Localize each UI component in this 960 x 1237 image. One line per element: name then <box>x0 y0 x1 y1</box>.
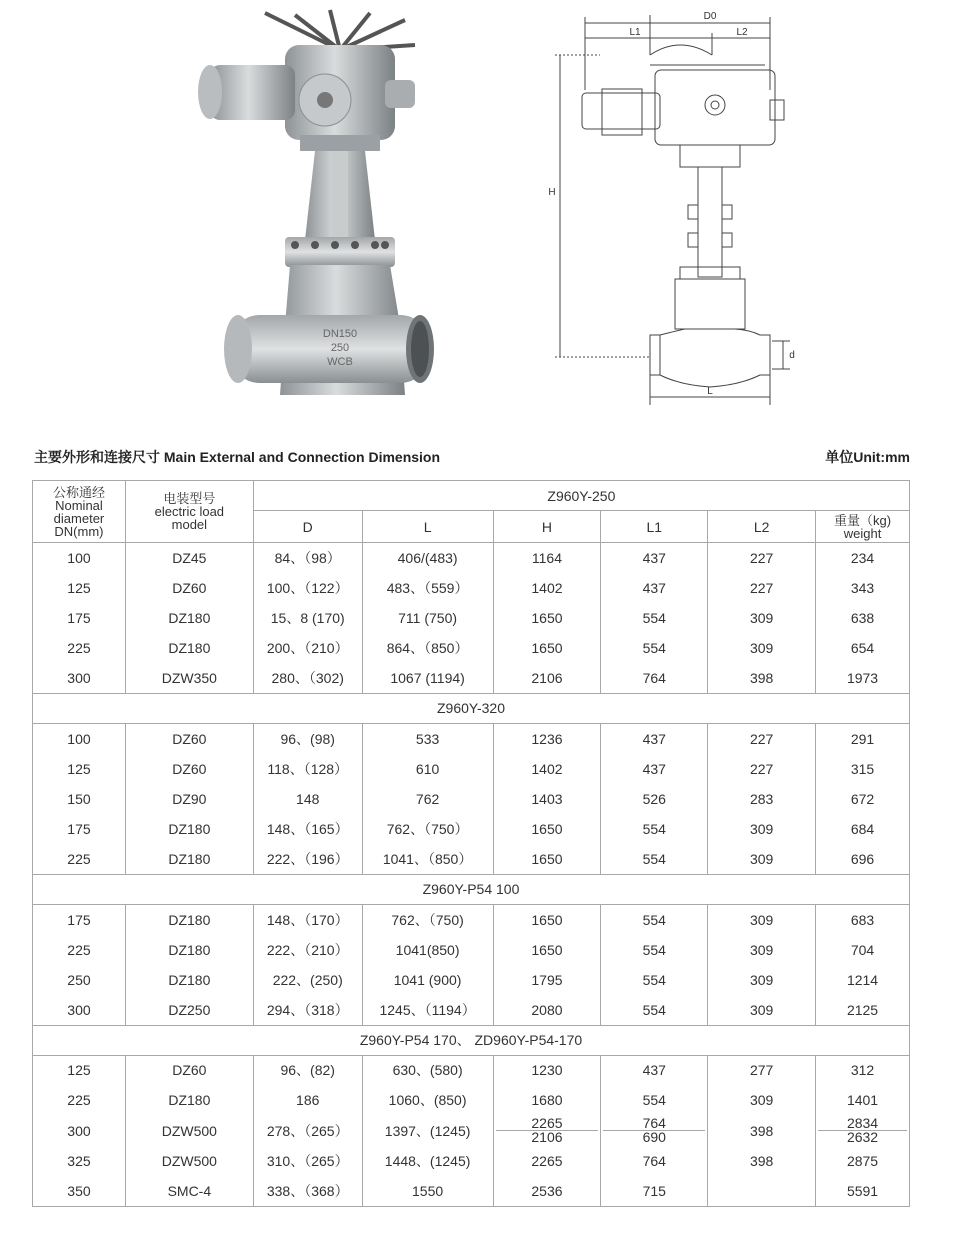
table-cell <box>708 1176 816 1206</box>
table-cell: 1401 <box>816 1085 910 1115</box>
header-col-l: L <box>362 511 493 543</box>
table-cell: 1397、(1245) <box>362 1116 493 1146</box>
label-l2: L2 <box>736 27 748 38</box>
table-cell: 683 <box>816 904 910 934</box>
table-cell: 764 <box>601 663 708 693</box>
table-cell: 762、（750) <box>362 904 493 934</box>
table-cell: 1650 <box>493 904 601 934</box>
table-cell: 225 <box>33 844 126 874</box>
table-cell: 638 <box>816 603 910 633</box>
table-cell: 696 <box>816 844 910 874</box>
table-cell: 225 <box>33 633 126 663</box>
table-cell: 100、（122） <box>253 573 362 603</box>
table-cell: DZ45 <box>125 543 253 573</box>
table-cell: 234 <box>816 543 910 573</box>
table-cell: DZ60 <box>125 1055 253 1085</box>
table-cell: 96、(82) <box>253 1055 362 1085</box>
table-cell: 291 <box>816 723 910 753</box>
table-cell: 2536 <box>493 1176 601 1206</box>
section-title-row <box>33 874 910 904</box>
table-cell: 554 <box>601 1085 708 1115</box>
table-cell: 1550 <box>362 1176 493 1206</box>
table-cell: 398 <box>708 1116 816 1146</box>
table-cell: DZ180 <box>125 1085 253 1115</box>
header-model-en2: model <box>171 517 208 532</box>
table-cell: 2265 <box>493 1146 601 1176</box>
table-cell: 554 <box>601 633 708 663</box>
table-cell: 437 <box>601 754 708 784</box>
table-cell: 398 <box>708 1146 816 1176</box>
table-cell: 406/(483) <box>362 543 493 573</box>
table-cell: 1680 <box>493 1085 601 1115</box>
table-cell: 309 <box>708 995 816 1025</box>
label-h: H <box>548 187 556 198</box>
table-cell: 1402 <box>493 573 601 603</box>
table-cell: DZ180 <box>125 814 253 844</box>
table-cell: 325 <box>33 1146 126 1176</box>
table-cell: DZ180 <box>125 844 253 874</box>
table-cell: 225 <box>33 1085 126 1115</box>
label-l1: L1 <box>629 27 641 38</box>
table-cell: 437 <box>601 723 708 753</box>
table-row <box>33 754 910 784</box>
table-cell: 1041(850) <box>362 935 493 965</box>
valve-dimension-drawing <box>540 5 800 405</box>
table-cell: DZ180 <box>125 633 253 663</box>
table-cell: 711 (750) <box>362 603 493 633</box>
dimension-table <box>32 480 910 1207</box>
table-cell <box>601 1116 708 1146</box>
table-cell: SMC-4 <box>125 1176 253 1206</box>
table-cell: 1230 <box>493 1055 601 1085</box>
table-cell: 554 <box>601 935 708 965</box>
table-cell: 704 <box>816 935 910 965</box>
table-cell: 5591 <box>816 1176 910 1206</box>
table-cell: 1973 <box>816 663 910 693</box>
header-model-cn: 电装型号 <box>163 491 216 506</box>
table-cell: 310、（265） <box>253 1146 362 1176</box>
table-cell: 338、（368） <box>253 1176 362 1206</box>
table-cell <box>816 1116 910 1146</box>
table-cell: 1041、（850） <box>362 844 493 874</box>
table-cell: 175 <box>33 904 126 934</box>
header-weight-en: weight <box>843 525 882 541</box>
table-cell: DZ60 <box>125 723 253 753</box>
table-cell: 100 <box>33 723 126 753</box>
table-row <box>33 1146 910 1176</box>
table-cell: 148、（165） <box>253 814 362 844</box>
table-cell: 309 <box>708 603 816 633</box>
table-cell: 526 <box>601 784 708 814</box>
table-cell: 125 <box>33 573 126 603</box>
table-cell: 278、（265） <box>253 1116 362 1146</box>
table-cell: 483、（559） <box>362 573 493 603</box>
valve-photo <box>190 5 460 405</box>
table-cell: 148 <box>253 784 362 814</box>
table-cell: 294、（318） <box>253 995 362 1025</box>
table-cell: 175 <box>33 814 126 844</box>
header-nominal-en3: DN(mm) <box>54 523 104 539</box>
table-cell: 309 <box>708 904 816 934</box>
table-cell: 1214 <box>816 965 910 995</box>
section-title-row <box>33 1025 910 1055</box>
table-row <box>33 723 910 753</box>
table-cell: 186 <box>253 1085 362 1115</box>
table-cell: 1403 <box>493 784 601 814</box>
table-cell-value: 2106 <box>496 1130 599 1144</box>
photo-marking-dn: DN150 <box>322 328 358 340</box>
table-cell: 100 <box>33 543 126 573</box>
section-title-0: Z960Y-250 <box>253 481 909 511</box>
table-cell: 1060、(850) <box>362 1085 493 1115</box>
table-cell: 2080 <box>493 995 601 1025</box>
table-cell: 2875 <box>816 1146 910 1176</box>
table-cell: 15、8 (170) <box>253 603 362 633</box>
table-cell: 554 <box>601 844 708 874</box>
table-cell: 300 <box>33 1116 126 1146</box>
header-col-l2: L2 <box>708 511 816 543</box>
table-cell: 554 <box>601 965 708 995</box>
table-cell: 118、（128） <box>253 754 362 784</box>
table-row <box>33 603 910 633</box>
table-cell: 1067 (1194) <box>362 663 493 693</box>
table-row <box>33 573 910 603</box>
header-weight <box>816 511 910 543</box>
table-cell: 227 <box>708 543 816 573</box>
table-cell: DZ180 <box>125 603 253 633</box>
table-cell: 437 <box>601 573 708 603</box>
section-title-3: Z960Y-P54 170、 ZD960Y-P54-170 <box>33 1025 910 1055</box>
photo-marking-material: WCB <box>327 356 353 368</box>
table-cell-value: 690 <box>603 1130 705 1144</box>
table-cell: DZ180 <box>125 935 253 965</box>
table-cell: 222、（196） <box>253 844 362 874</box>
table-cell: 398 <box>708 663 816 693</box>
table-cell: DZ250 <box>125 995 253 1025</box>
table-cell: 96、(98) <box>253 723 362 753</box>
table-cell: 300 <box>33 995 126 1025</box>
label-d: d <box>789 350 795 361</box>
table-cell: 1650 <box>493 844 601 874</box>
table-cell: 309 <box>708 965 816 995</box>
header-model <box>125 481 253 543</box>
table-row <box>33 965 910 995</box>
table-row <box>33 904 910 934</box>
table-row <box>33 844 910 874</box>
table-cell: 283 <box>708 784 816 814</box>
label-d0: D0 <box>703 11 717 22</box>
table-cell: 762、（750） <box>362 814 493 844</box>
table-cell: DZ60 <box>125 754 253 784</box>
table-cell: 1650 <box>493 633 601 663</box>
table-cell <box>493 1116 601 1146</box>
table-cell: 554 <box>601 995 708 1025</box>
header-col-d: D <box>253 511 362 543</box>
table-row <box>33 1085 910 1115</box>
table-cell: DZ180 <box>125 904 253 934</box>
table-cell-value: 2265 <box>531 1115 563 1132</box>
table-cell: DZ60 <box>125 573 253 603</box>
table-cell-value: 2632 <box>818 1130 907 1144</box>
table-cell-value: 2834 <box>846 1115 879 1132</box>
table-cell: 684 <box>816 814 910 844</box>
photo-marking-pressure: 250 <box>330 342 350 354</box>
header-col-l1: L1 <box>601 511 708 543</box>
table-cell: DZW350 <box>125 663 253 693</box>
section-title-2: Z960Y-P54 100 <box>33 874 910 904</box>
table-cell: 125 <box>33 754 126 784</box>
table-row <box>33 814 910 844</box>
table-row <box>33 543 910 573</box>
table-cell: 280、（302) <box>253 663 362 693</box>
table-row <box>33 663 910 693</box>
section-title-row <box>33 693 910 723</box>
table-cell: 150 <box>33 784 126 814</box>
table-cell: 1402 <box>493 754 601 784</box>
section-title-1: Z960Y-320 <box>33 693 910 723</box>
table-cell: 864、（850） <box>362 633 493 663</box>
table-cell: 309 <box>708 1085 816 1115</box>
table-cell: 1795 <box>493 965 601 995</box>
table-cell: DZW500 <box>125 1116 253 1146</box>
table-cell: 1041 (900) <box>362 965 493 995</box>
table-cell: 222、（210） <box>253 935 362 965</box>
table-cell: 227 <box>708 573 816 603</box>
table-cell: 1164 <box>493 543 601 573</box>
table-cell: 300 <box>33 663 126 693</box>
table-cell: 437 <box>601 1055 708 1085</box>
header-nominal-en2: diameter <box>53 510 105 526</box>
table-cell: 1650 <box>493 603 601 633</box>
table-heading: 主要外形和连接尺寸 Main External and Connection Dimension <box>34 449 441 465</box>
table-cell: 554 <box>601 603 708 633</box>
table-cell: 222、(250) <box>253 965 362 995</box>
label-l: L <box>707 386 713 397</box>
table-cell: 309 <box>708 935 816 965</box>
table-cell-value: 764 <box>642 1115 666 1132</box>
table-cell: 148、（170） <box>253 904 362 934</box>
table-cell: 2106 <box>493 663 601 693</box>
table-row <box>33 995 910 1025</box>
table-cell: 277 <box>708 1055 816 1085</box>
table-cell: 672 <box>816 784 910 814</box>
table-cell: 1245、（1194） <box>362 995 493 1025</box>
header-col-h: H <box>493 511 601 543</box>
table-cell: 309 <box>708 844 816 874</box>
table-cell: DZ90 <box>125 784 253 814</box>
table-cell: 554 <box>601 814 708 844</box>
table-cell: 225 <box>33 935 126 965</box>
table-cell: 2125 <box>816 995 910 1025</box>
table-cell: 309 <box>708 633 816 663</box>
header-nominal-en1: Nominal <box>55 497 103 513</box>
table-row <box>33 784 910 814</box>
header-weight-cn: 重量（kg) <box>833 512 892 528</box>
table-cell: 630、(580) <box>362 1055 493 1085</box>
table-cell: 764 <box>601 1146 708 1176</box>
table-cell: 200、（210） <box>253 633 362 663</box>
table-cell: 125 <box>33 1055 126 1085</box>
table-cell: 437 <box>601 543 708 573</box>
table-cell: 762 <box>362 784 493 814</box>
table-cell: 309 <box>708 814 816 844</box>
table-row <box>33 1116 910 1146</box>
table-cell: 175 <box>33 603 126 633</box>
table-cell: 1650 <box>493 935 601 965</box>
table-cell: 610 <box>362 754 493 784</box>
table-cell: 315 <box>816 754 910 784</box>
header-nominal-diameter <box>33 481 126 543</box>
table-cell: 227 <box>708 723 816 753</box>
unit-label: 单位Unit:mm <box>825 449 910 465</box>
table-cell: 84、（98） <box>253 543 362 573</box>
table-cell: 343 <box>816 573 910 603</box>
table-cell: 1448、(1245) <box>362 1146 493 1176</box>
header-nominal-cn: 公称通经 <box>52 484 105 500</box>
table-cell: 554 <box>601 904 708 934</box>
table-cell: 1650 <box>493 814 601 844</box>
table-row <box>33 935 910 965</box>
header-model-en1: electric load <box>154 504 225 519</box>
table-cell: 715 <box>601 1176 708 1206</box>
table-cell: 654 <box>816 633 910 663</box>
table-cell: 533 <box>362 723 493 753</box>
table-cell: DZ180 <box>125 965 253 995</box>
table-cell: 350 <box>33 1176 126 1206</box>
table-row <box>33 633 910 663</box>
table-row <box>33 1055 910 1085</box>
table-cell: 227 <box>708 754 816 784</box>
table-cell: 312 <box>816 1055 910 1085</box>
table-cell: 250 <box>33 965 126 995</box>
table-cell: 1236 <box>493 723 601 753</box>
table-cell: DZW500 <box>125 1146 253 1176</box>
table-row <box>33 1176 910 1206</box>
